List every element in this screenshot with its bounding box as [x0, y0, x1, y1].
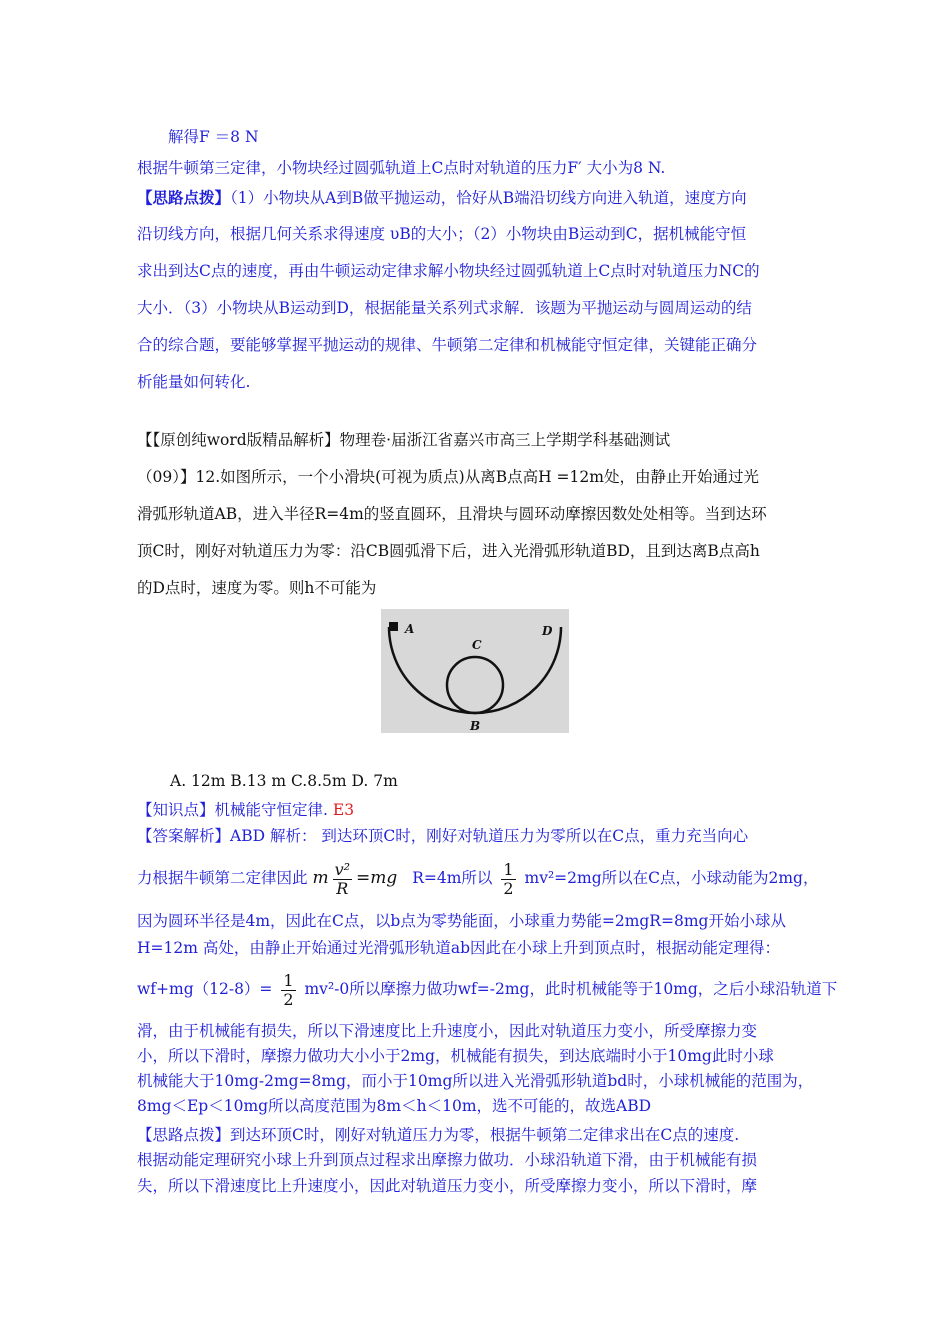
hint-line-6: 析能量如何转化. [137, 373, 251, 391]
analysis-line-4: H=12m 高处，由静止开始通过光滑弧形轨道ab因此在小球上升到顶点时，根据动能定理得： [137, 939, 781, 957]
label-c: C [472, 638, 482, 652]
slider-block [389, 622, 398, 631]
track-figure [381, 609, 569, 733]
analysis-2b: R=4m所以 [412, 869, 493, 887]
question-line-1: 【【原创纯word版精品解析】物理卷·届浙江省嘉兴市高三上学期学科基础测试 [137, 431, 671, 449]
hint-heading: 【思路点拨】 [137, 188, 231, 207]
analysis-2a: 力根据牛顿第二定律因此 [137, 869, 308, 887]
label-a: A [405, 622, 415, 636]
analysis-line-9: 8mg＜Ep＜10mg所以高度范围为8m＜h＜10m，选不可能的，故选ABD [137, 1097, 652, 1115]
tip-line-1: 【思路点拨】到达环顶C时，刚好对轨道压力为零，根据牛顿第二定律求出在C点的速度. [137, 1126, 740, 1144]
hint-line-1 [137, 188, 747, 208]
hint-line-4: 大小．（3）小物块从B运动到D，根据能量关系列式求解．该题为平抛运动与圆周运动的结 [137, 299, 752, 317]
analysis-line-6: 滑，由于机械能有损失，所以下滑速度比上升速度小，因此对轨道压力变小，所受摩擦力变 [137, 1022, 758, 1040]
half-num: 1 [503, 859, 514, 879]
question-line-3: 滑弧形轨道AB，进入半径R=4m的竖直圆环，且滑块与圆环动摩擦因数处处相等。当到达环 [137, 505, 767, 523]
answer-options: A. 12m B.13 m C.8.5m D. 7m [170, 772, 398, 790]
analysis-line-5 [137, 964, 837, 1014]
analysis-2c: mv²=2mg所以在C点，小球动能为2mg， [524, 869, 819, 887]
label-b: B [470, 719, 481, 733]
half-den: 2 [503, 878, 514, 898]
loop-ring [447, 657, 503, 713]
formula-eq: =mg [356, 868, 398, 888]
knowledge-text: 【知识点】机械能守恒定律. [137, 801, 328, 819]
analysis-5b: mv²-0所以摩擦力做功wf=-2mg，此时机械能等于10mg，之后小球沿轨道下 [304, 980, 838, 998]
analysis-line-7: 小，所以下滑时，摩擦力做功大小小于2mg，机械能有损失，到达底端时小于10mg此时小球 [137, 1047, 774, 1065]
solution-line: 解得F ＝8 N [168, 128, 259, 146]
hint-line-3: 求出到达C点的速度，再由牛顿运动定律求解小物块经过圆弧轨道上C点时对轨道压力NC的 [137, 262, 760, 280]
fraction-half-2 [281, 972, 295, 1009]
fraction-v2-over-r [333, 861, 352, 898]
analysis-line-3: 因为圆环半径是4m，因此在C点，以b点为零势能面，小球重力势能=2mgR=8mg开始小球从 [137, 912, 786, 930]
question-line-5: 的D点时，速度为零。则h不可能为 [137, 579, 377, 597]
question-line-4: 顶C时，刚好对轨道压力为零：沿CB圆弧滑下后，进入光滑弧形轨道BD，且到达离B点高h [137, 542, 760, 560]
half-den-2: 2 [283, 989, 294, 1009]
label-d: D [542, 624, 553, 638]
hint-line-5: 合的综合题，要能够掌握平抛运动的规律、牛顿第二定律和机械能守恒定律，关键能正确分 [137, 336, 758, 354]
half-num-2: 1 [283, 970, 294, 990]
track-diagram [381, 609, 569, 733]
tip-line-3: 失，所以下滑速度比上升速度小，因此对轨道压力变小，所受摩擦力变小，所以下滑时，摩 [137, 1177, 758, 1195]
hint-text: （1）小物块从A到B做平抛运动，恰好从B端沿切线方向进入轨道，速度方向 [230, 189, 747, 207]
hint-line-2: 沿切线方向，根据几何关系求得速度 υB的大小；（2）小物块由B运动到C，据机械能守恒 [137, 225, 747, 243]
analysis-line-2 [137, 853, 818, 903]
analysis-line-1: 【答案解析】ABD 解析： 到达环顶C时，刚好对轨道压力为零所以在C点，重力充当向心 [137, 827, 749, 845]
fraction-denominator: R [336, 878, 349, 898]
third-law-line: 根据牛顿第三定律，小物块经过圆弧轨道上C点时对轨道的压力F′ 大小为8 N. [137, 159, 666, 177]
analysis-line-8: 机械能大于10mg-2mg=8mg，而小于10mg所以进入光滑弧形轨道bd时，小球机械能的范围为， [137, 1072, 814, 1090]
analysis-5a: wf+mg（12-8）= [137, 980, 273, 998]
formula-m: m [312, 868, 329, 888]
fraction-half-1 [501, 861, 515, 898]
question-line-2: （09）】12.如图所示，一个小滑块(可视为质点)从离B点高H =12m处，由静止开始通过光 [137, 468, 759, 486]
knowledge-code: E3 [332, 801, 355, 819]
knowledge-line [137, 800, 354, 820]
fraction-numerator: v² [334, 859, 351, 879]
tip-line-2: 根据动能定理研究小球上升到顶点过程求出摩擦力做功．小球沿轨道下滑，由于机械能有损 [137, 1151, 758, 1169]
